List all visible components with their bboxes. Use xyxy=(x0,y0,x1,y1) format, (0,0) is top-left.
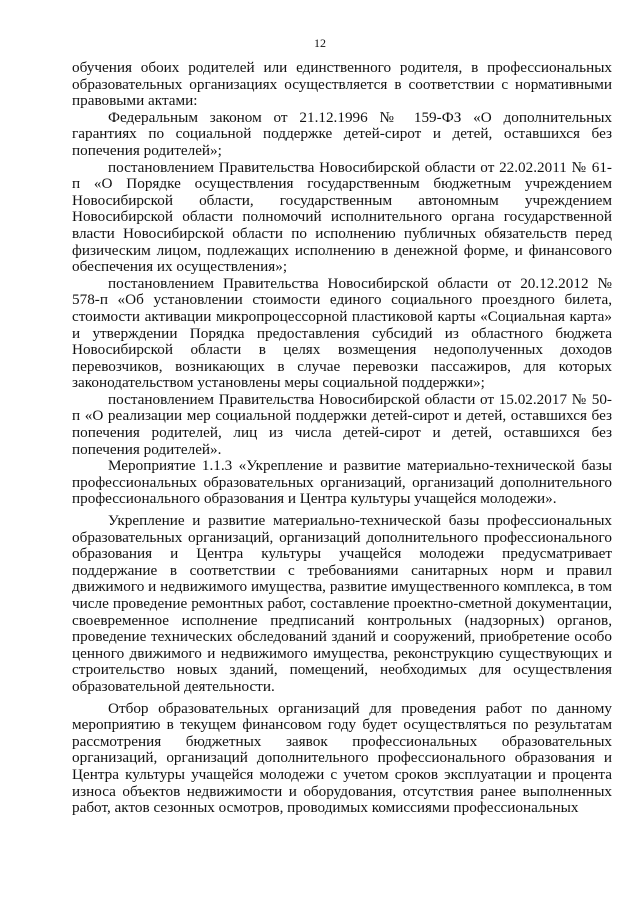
paragraph-resolution-61p: постановлением Правительства Новосибирской области от 22.02.2011 № 61-п «О Порядке осуществления государственным бюджетным учреждением Новосибирской области, государственным автономным учреждением Новосибирской области полномочий исполнительного органа государственной власти Новосибирской области по исполнению публичных обязательств перед физическим лицом, подлежащих исполнению в денежной форме, и финансового обеспечения их осуществления»; xyxy=(72,158,612,276)
paragraph-resolution-578p: постановлением Правительства Новосибирской области от 20.12.2012 № 578-п «Об установлении стоимости единого социального проездного билета, стоимости активации микропроцессорной пластиковой карты «Социальная карта» и утверждении Порядка предоставления субсидий из областного бюджета Новосибирской области в целях возмещения недополученных доходов перевозчиков, возникающих в случае перевозки пассажиров, для которых законодательством установлены меры социальной поддержки»; xyxy=(72,274,612,392)
paragraph-selection: Отбор образовательных организаций для проведения работ по данному мероприятию в текущем финансовом году будет осуществляться по результатам рассмотрения бюджетных заявок профессиональных образовательных организаций, организаций дополнительного профессионального образования и Центра культуры учащейся молодежи с учетом сроков эксплуатации и процента износа объектов недвижимости и оборудования, отсутствия ранее выполненных работ, актов сезонных осмотров, проводимых комиссиями профессиональных xyxy=(72,699,612,817)
paragraph-resolution-50p: постановлением Правительства Новосибирской области от 15.02.2017 № 50-п «О реализации мер социальной поддержки детей-сирот и детей, оставшихся без попечения родителей, лиц из числа детей-сирот и детей, оставшихся без попечения родителей». xyxy=(72,390,612,458)
paragraph-continuation: обучения обоих родителей или единственного родителя, в профессиональных образовательных организациях осуществляется в соответствии с нормативными правовыми актами: xyxy=(72,59,612,110)
document-body xyxy=(72,60,612,817)
page-number: 12 xyxy=(314,36,326,50)
paragraph-federal-law: Федеральным законом от 21.12.1996 № 159-ФЗ «О дополнительных гарантиях по социальной поддержке детей-сирот и детей, оставшихся без попечения родителей»; xyxy=(72,108,612,159)
paragraph-measure-description: Укрепление и развитие материально-технической базы профессиональных образовательных организаций, организаций дополнительного профессионального образования и Центра культуры учащейся молодежи предусматривает поддержание в соответствии с требованиями санитарных норм и правил движимого и недвижимого имущества, развитие имущественного комплекса, в том числе проведение ремонтных работ, составление проектно-сметной документации, своевременное исполнение предписаний контрольных (надзорных) органов, проведение технических обследований зданий и сооружений, приобретение особо ценного движимого и недвижимого имущества, реконструкцию существующих и строительство новых зданий, помещений, необходимых для осуществления образовательной деятельности. xyxy=(72,512,612,695)
paragraph-measure-title: Мероприятие 1.1.3 «Укрепление и развитие материально-технической базы профессиональных образовательных организаций, организаций дополнительного профессионального образования и Центра культуры учащейся молодежи». xyxy=(72,457,612,508)
